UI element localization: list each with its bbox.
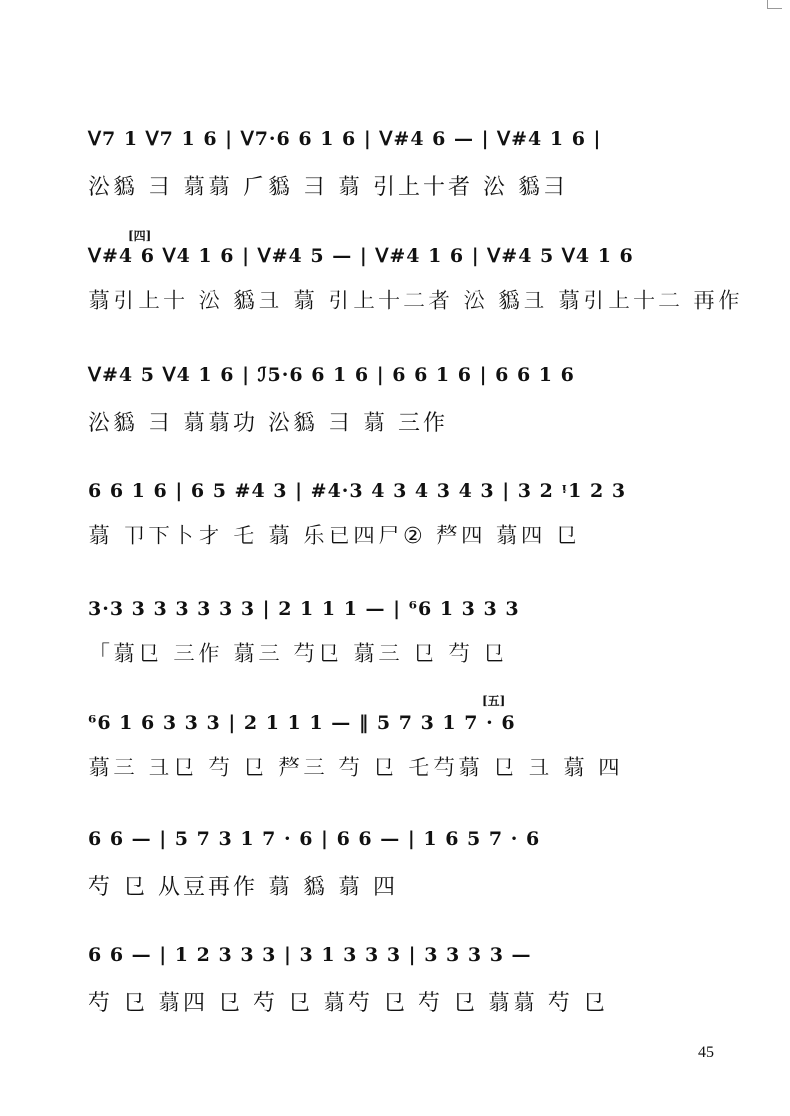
guqin-tablature-line: 𦶑引上十 㳂 𧴑彐 𦶑 引上十二者 㳂 𧴑彐 𦶑引上十二 再作 [88, 289, 743, 314]
guqin-tablature-line: 𦶑三 彐㔾 芍 㔾 𠩺三 芍 㔾 乇芍𦶑 㔾 彐 𦶑 四 [88, 756, 623, 781]
guqin-tablature-line: 芍 㔾 从豆再作 𦶑 𧴑 𦶑 四 [88, 875, 398, 900]
section-marker: [五] [482, 694, 506, 708]
score-system-3 [0, 364, 790, 454]
score-system-2 [0, 229, 790, 335]
guqin-tablature-line: 㳂𧴑 彐 𦶑𦶑 𠂆𧴑 彐 𦶑 引上十者 㳂 𧴑彐 [88, 175, 568, 200]
jianpu-line: 6 6 — | 5 7 3 1 7 · 6 | 6 6 — | 1 6 5 7 · 6 [88, 828, 541, 850]
score-system-1 [0, 128, 790, 218]
jianpu-line: 3·3 3 3 3 3 3 3 | 2 1 1 1 — | ⁶6 1 3 3 3 [88, 598, 520, 620]
jianpu-line: ᐯ#4 5 ᐯ4 1 6 | ℐ5·6 6 1 6 | 6 6 1 6 | 6 6 1 6 [88, 364, 575, 386]
guqin-tablature-line: 「𦶑㔾 三作 𦶑三 芍㔾 𦶑三 㔾 芍 㔾 [88, 642, 508, 667]
score-system-6 [0, 694, 790, 802]
jianpu-line: 6 6 1 6 | 6 5 #4 3 | #4·3 4 3 4 3 4 3 | 3 2 ᵎ1 2 3 [88, 480, 627, 502]
section-marker: [四] [128, 229, 152, 243]
guqin-tablature-line: 芍 㔾 𦶑四 㔾 芍 㔾 𦶑芍 㔾 芍 㔾 𦶑𦶑 芍 㔾 [88, 991, 608, 1016]
page-number: 45 [698, 1044, 714, 1061]
score-system-5 [0, 598, 790, 688]
jianpu-line: ⁶6 1 6 3 3 3 | 2 1 1 1 — ‖ 5 7 3 1 7 · 6 [88, 712, 516, 734]
score-system-7 [0, 828, 790, 918]
score-system-8 [0, 944, 790, 1034]
guqin-tablature-line: 㳂𧴑 彐 𦶑𦶑功 㳂𧴑 彐 𦶑 三作 [88, 411, 448, 436]
jianpu-line: 6 6 — | 1 2 3 3 3 | 3 1 3 3 3 | 3 3 3 3 — [88, 944, 532, 966]
jianpu-line: ᐯ#4 6 ᐯ4 1 6 | ᐯ#4 5 — | ᐯ#4 1 6 | ᐯ#4 5 ᐯ4 1 6 [88, 245, 634, 267]
jianpu-line: ᐯ7 1 ᐯ7 1 6 | ᐯ7·6 6 1 6 | ᐯ#4 6 — | ᐯ#4 1 6 | [88, 128, 602, 150]
guqin-tablature-line: 𦶑 卩下卜才 乇 𦶑 乐已四尸② 𠩺四 𦶑四 㔾 [88, 524, 581, 549]
score-system-4 [0, 480, 790, 570]
corner-crop-mark [767, 0, 782, 9]
